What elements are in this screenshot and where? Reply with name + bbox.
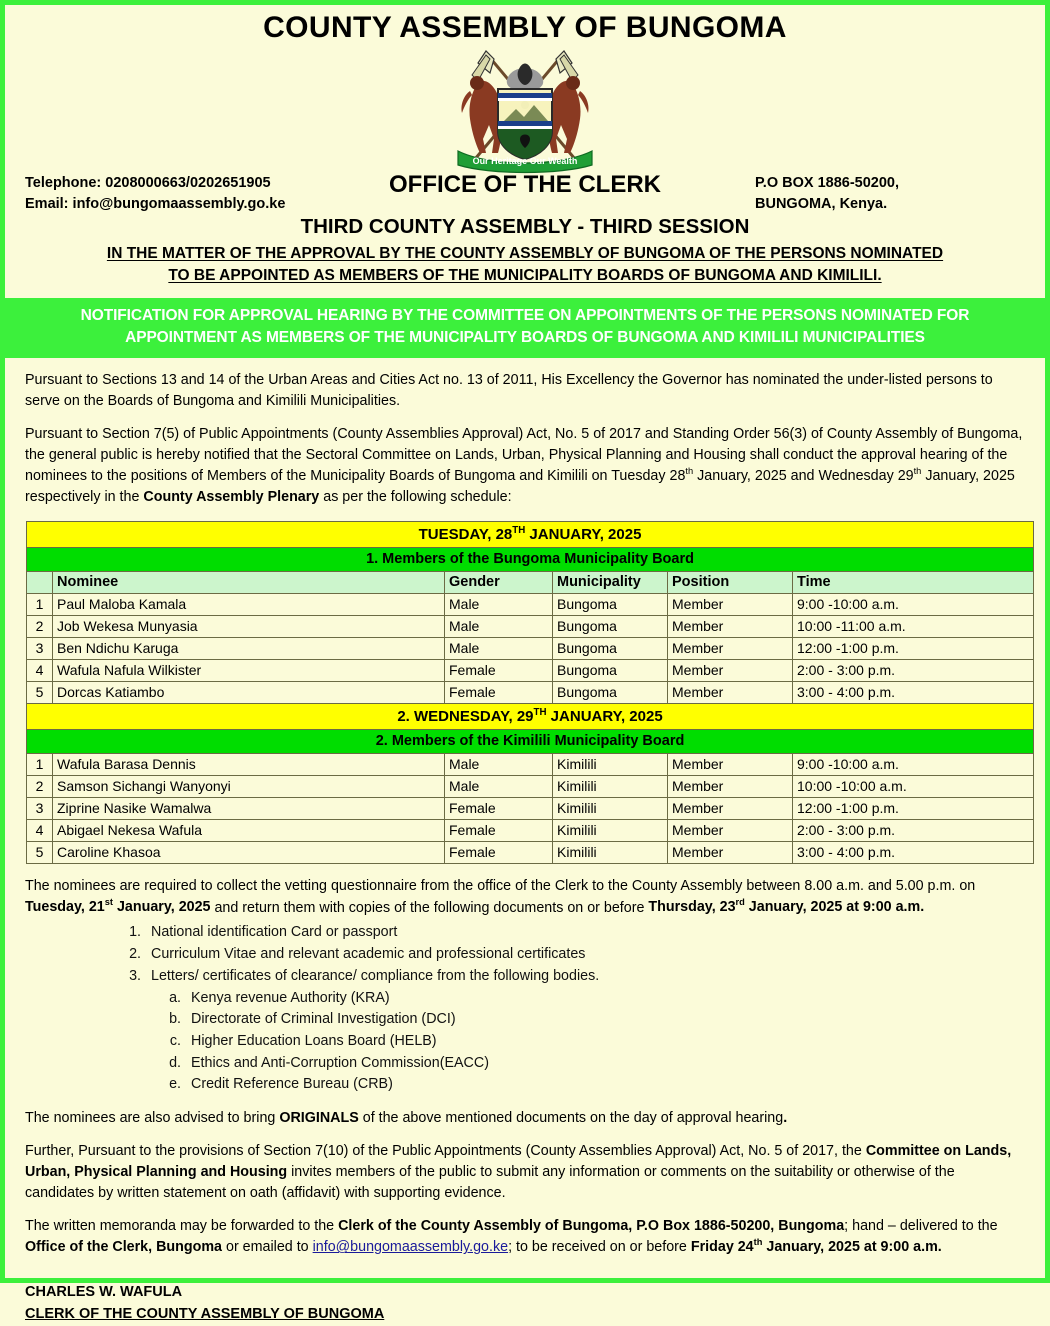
row-nominee: Abigael Nekesa Wafula: [53, 819, 445, 841]
coat-of-arms-icon: [436, 47, 614, 175]
emblem-motto-text: Our Heritage Our Wealth: [472, 156, 578, 166]
table-row: [27, 659, 1034, 681]
signoff-block: [25, 1282, 1025, 1326]
list-item: 1. National identification Card or passport: [145, 922, 1025, 944]
p3-bold-tuesday: [25, 899, 211, 915]
row-time: 2:00 - 3:00 p.m.: [793, 819, 1034, 841]
row-position: Member: [668, 681, 793, 703]
row-time: 3:00 - 4:00 p.m.: [793, 841, 1034, 863]
contact-info-right: [755, 173, 899, 215]
date-band-1-sup: TH: [512, 524, 526, 536]
p2-text-c: January, 2025 respectively in the: [25, 468, 1015, 505]
email-text: Email: info@bungomaassembly.go.ke: [25, 196, 286, 213]
p2-ordinal-1: th: [685, 466, 694, 477]
table-row: [27, 819, 1034, 841]
p3-bold2-b: January, 2025 at 9:00 a.m.: [744, 899, 925, 916]
paragraph-1: Pursuant to Sections 13 and 14 of the Urban Areas and Cities Act no. 13 of 2011, His Excellency the Governor has nominated the under-listed persons to serve on the Boards of Bungoma and Kimilili Municipalities.: [25, 371, 993, 409]
row-gender: Female: [445, 797, 553, 819]
office-title: OFFICE OF THE CLERK: [389, 171, 661, 198]
row-gender: Male: [445, 593, 553, 615]
list-item: b. Directorate of Criminal Investigation (DCI): [185, 1009, 1025, 1031]
row-index: 5: [27, 841, 53, 863]
p6-bold-office: Office of the Clerk, Bungoma: [25, 1239, 223, 1256]
p2-text-d: as per the following schedule:: [319, 489, 512, 505]
documents-list: [25, 922, 1025, 987]
col-header-nominee: Nominee: [53, 571, 445, 593]
date-band-2-pre: 2. WEDNESDAY, 29: [397, 707, 534, 725]
group-band-2: 2. Members of the Kimilili Municipality Board: [27, 729, 1034, 753]
p2-text-a: Pursuant to Section 7(5) of Public Appointments (County Assemblies Approval) Act, No. 5 of 2017 and Standing Order 56(3) of County Assembly of Bungoma, the general public is hereby notified that the Sectoral Committee on Lands, Urban, Physical Planning and Housing shall conduct the approval hearing of the nominees to the positions of Members of the Municipality Boards of Bungoma and Kimilili on Tuesday 28: [25, 425, 1023, 485]
row-index: 1: [27, 593, 53, 615]
row-position: Member: [668, 841, 793, 863]
organization-title: COUNTY ASSEMBLY OF BUNGOMA: [263, 11, 787, 44]
p2-text-b: January, 2025 and Wednesday 29: [693, 468, 914, 485]
date-band-row: [27, 521, 1034, 547]
row-time: 9:00 -10:00 a.m.: [793, 753, 1034, 775]
date-band-row: [27, 703, 1034, 729]
p6-text-b: ; hand – delivered to the: [844, 1217, 998, 1234]
table-row: [27, 775, 1034, 797]
row-gender: Female: [445, 681, 553, 703]
p6-text-a: The written memoranda may be forwarded to the: [25, 1217, 339, 1234]
table-row: [27, 615, 1034, 637]
row-position: Member: [668, 819, 793, 841]
p6-ordinal: th: [753, 1237, 763, 1248]
session-title: THIRD COUNTY ASSEMBLY - THIRD SESSION: [300, 215, 750, 238]
row-gender: Male: [445, 775, 553, 797]
row-nominee: Dorcas Katiambo: [53, 681, 445, 703]
row-time: 12:00 -1:00 p.m.: [793, 637, 1034, 659]
p6-text-c: or emailed to: [222, 1239, 313, 1256]
table-row: [27, 797, 1034, 819]
row-municipality: Bungoma: [553, 637, 668, 659]
table-row: [27, 841, 1034, 863]
p2-bold-plenary: County Assembly Plenary: [143, 489, 320, 505]
bodies-list: [25, 988, 1025, 1097]
row-index: 2: [27, 615, 53, 637]
col-header-index: [27, 571, 53, 593]
row-nominee: Job Wekesa Munyasia: [53, 615, 445, 637]
row-index: 4: [27, 819, 53, 841]
row-position: Member: [668, 775, 793, 797]
row-index: 1: [27, 753, 53, 775]
date-band-2-sup: TH: [533, 706, 547, 718]
banner-line1: NOTIFICATION FOR APPROVAL HEARING BY THE COMMITTEE ON APPOINTMENTS OF THE PERSONS NOMINATED FOR: [80, 307, 970, 324]
p6-bold-clerk-address: Clerk of the County Assembly of Bungoma, P.O Box 1886-50200, Bungoma: [338, 1217, 845, 1234]
row-municipality: Bungoma: [553, 593, 668, 615]
row-nominee: Caroline Khasoa: [53, 841, 445, 863]
po-box-text: P.O BOX 1886-50200,: [755, 175, 900, 191]
document-header: [5, 5, 1045, 213]
row-index: 2: [27, 775, 53, 797]
telephone-text: Telephone: 0208000663/0202651905: [25, 175, 271, 191]
row-municipality: Bungoma: [553, 659, 668, 681]
signatory-designation: CLERK OF THE COUNTY ASSEMBLY OF BUNGOMA: [25, 1305, 385, 1322]
row-position: Member: [668, 593, 793, 615]
date-band-1-pre: TUESDAY, 28: [418, 525, 513, 543]
table-row: [27, 593, 1034, 615]
row-gender: Female: [445, 819, 553, 841]
row-position: Member: [668, 659, 793, 681]
schedule-table: [26, 521, 1034, 864]
row-time: 9:00 -10:00 a.m.: [793, 593, 1034, 615]
p3-text-a: The nominees are required to collect the vetting questionnaire from the office of the Clerk to the County Assembly between 8.00 a.m. and 5.00 p.m. on: [25, 877, 976, 894]
p3-ordinal-1: st: [104, 897, 113, 908]
banner-line2: APPOINTMENT AS MEMBERS OF THE MUNICIPALITY BOARDS OF BUNGOMA AND KIMILILI MUNICIPALITIES: [125, 329, 925, 347]
p3-bold1-b: January, 2025: [113, 899, 211, 916]
row-gender: Male: [445, 753, 553, 775]
row-municipality: Kimilili: [553, 753, 668, 775]
col-header-time: Time: [793, 571, 1034, 593]
p5-bold-committee: Committee on Lands, Urban, Physical Planning and Housing: [25, 1142, 1012, 1180]
group-band-row: [27, 547, 1034, 571]
row-position: Member: [668, 637, 793, 659]
p6-bold3-b: January, 2025 at 9:00 a.m.: [762, 1239, 942, 1256]
row-index: 3: [27, 797, 53, 819]
row-index: 5: [27, 681, 53, 703]
row-time: 3:00 - 4:00 p.m.: [793, 681, 1034, 703]
group-band-row: [27, 729, 1034, 753]
column-header-row: [27, 571, 1034, 593]
matter-title: [36, 243, 1014, 287]
list-item: 3. Letters/ certificates of clearance/ compliance from the following bodies.: [145, 966, 1025, 988]
paragraph-2: [25, 424, 1025, 508]
row-gender: Female: [445, 841, 553, 863]
row-gender: Female: [445, 659, 553, 681]
col-header-municipality: Municipality: [553, 571, 668, 593]
list-item: 2. Curriculum Vitae and relevant academic and professional certificates: [145, 944, 1025, 966]
p3-bold2-a: Thursday, 23: [648, 899, 736, 916]
row-time: 12:00 -1:00 p.m.: [793, 797, 1034, 819]
row-gender: Male: [445, 615, 553, 637]
row-municipality: Bungoma: [553, 615, 668, 637]
paragraph-4: [25, 1108, 1025, 1129]
paragraph-5: [25, 1141, 1025, 1204]
paragraph-6: [25, 1216, 1025, 1258]
row-nominee: Ben Ndichu Karuga: [53, 637, 445, 659]
contact-info-left: [25, 173, 285, 215]
p3-bold-thursday: [648, 899, 924, 915]
signatory-name: CHARLES W. WAFULA: [25, 1284, 183, 1301]
date-band-2: [27, 703, 1034, 729]
table-row: [27, 637, 1034, 659]
row-nominee: Paul Maloba Kamala: [53, 593, 445, 615]
row-municipality: Kimilili: [553, 841, 668, 863]
date-band-1-post: JANUARY, 2025: [525, 525, 642, 543]
notification-banner: [5, 298, 1045, 358]
p4-bold-originals: ORIGINALS: [279, 1110, 359, 1127]
p6-text-d: ; to be received on or before: [508, 1239, 691, 1256]
row-municipality: Kimilili: [553, 819, 668, 841]
document-body: [5, 370, 1045, 1326]
table-row: [27, 681, 1034, 703]
group-band-1: 1. Members of the Bungoma Municipality Board: [27, 547, 1034, 571]
list-item: d. Ethics and Anti-Corruption Commission(EACC): [185, 1053, 1025, 1075]
row-time: 10:00 -11:00 a.m.: [793, 615, 1034, 637]
col-header-position: Position: [668, 571, 793, 593]
p4-text-c: .: [783, 1110, 788, 1127]
date-band-2-post: JANUARY, 2025: [546, 707, 663, 725]
row-position: Member: [668, 615, 793, 637]
schedule-table-body: [27, 521, 1034, 863]
p6-bold3-a: Friday 24: [690, 1239, 754, 1256]
row-time: 2:00 - 3:00 p.m.: [793, 659, 1034, 681]
p2-ordinal-2: th: [913, 466, 922, 477]
list-item: a. Kenya revenue Authority (KRA): [185, 988, 1025, 1010]
row-time: 10:00 -10:00 a.m.: [793, 775, 1034, 797]
row-index: 4: [27, 659, 53, 681]
p3-bold1-a: Tuesday, 21: [25, 899, 105, 916]
p4-text-a: The nominees are also advised to bring: [25, 1110, 280, 1127]
date-band-1: [27, 521, 1034, 547]
row-nominee: Wafula Nafula Wilkister: [53, 659, 445, 681]
row-gender: Male: [445, 637, 553, 659]
list-item: e. Credit Reference Bureau (CRB): [185, 1074, 1025, 1096]
matter-title-line1: IN THE MATTER OF THE APPROVAL BY THE COUNTY ASSEMBLY OF BUNGOMA OF THE PERSONS NOMINATED: [106, 245, 944, 262]
p4-text-b: of the above mentioned documents on the day of approval hearing: [358, 1110, 784, 1127]
coat-of-arms-emblem: [5, 47, 1045, 175]
p6-bold-friday: [691, 1239, 942, 1255]
row-municipality: Kimilili: [553, 775, 668, 797]
row-municipality: Kimilili: [553, 797, 668, 819]
row-municipality: Bungoma: [553, 681, 668, 703]
col-header-gender: Gender: [445, 571, 553, 593]
p3-ordinal-2: rd: [735, 897, 745, 908]
row-nominee: Wafula Barasa Dennis: [53, 753, 445, 775]
table-row: [27, 753, 1034, 775]
p5-text-a: Further, Pursuant to the provisions of Section 7(10) of the Public Appointments (County Assemblies Approval) Act, No. 5 of 2017, the: [25, 1142, 866, 1159]
matter-title-line2: TO BE APPOINTED AS MEMBERS OF THE MUNICIPALITY BOARDS OF BUNGOMA AND KIMILILI.: [168, 267, 882, 284]
row-nominee: Ziprine Nasike Wamalwa: [53, 797, 445, 819]
row-nominee: Samson Sichangi Wanyonyi: [53, 775, 445, 797]
paragraph-3: [25, 876, 1025, 918]
email-link[interactable]: info@bungomaassembly.go.ke: [312, 1239, 509, 1256]
p5-text-b: invites members of the public to submit any information or comments on the suitability or otherwise of the candidates by written statement on oath (affidavit) with supporting evidence.: [25, 1163, 955, 1201]
p3-text-b: and return them with copies of the following documents on or before: [210, 899, 649, 916]
row-position: Member: [668, 797, 793, 819]
list-item: c. Higher Education Loans Board (HELB): [185, 1031, 1025, 1053]
city-text: BUNGOMA, Kenya.: [755, 196, 888, 213]
row-position: Member: [668, 753, 793, 775]
row-index: 3: [27, 637, 53, 659]
